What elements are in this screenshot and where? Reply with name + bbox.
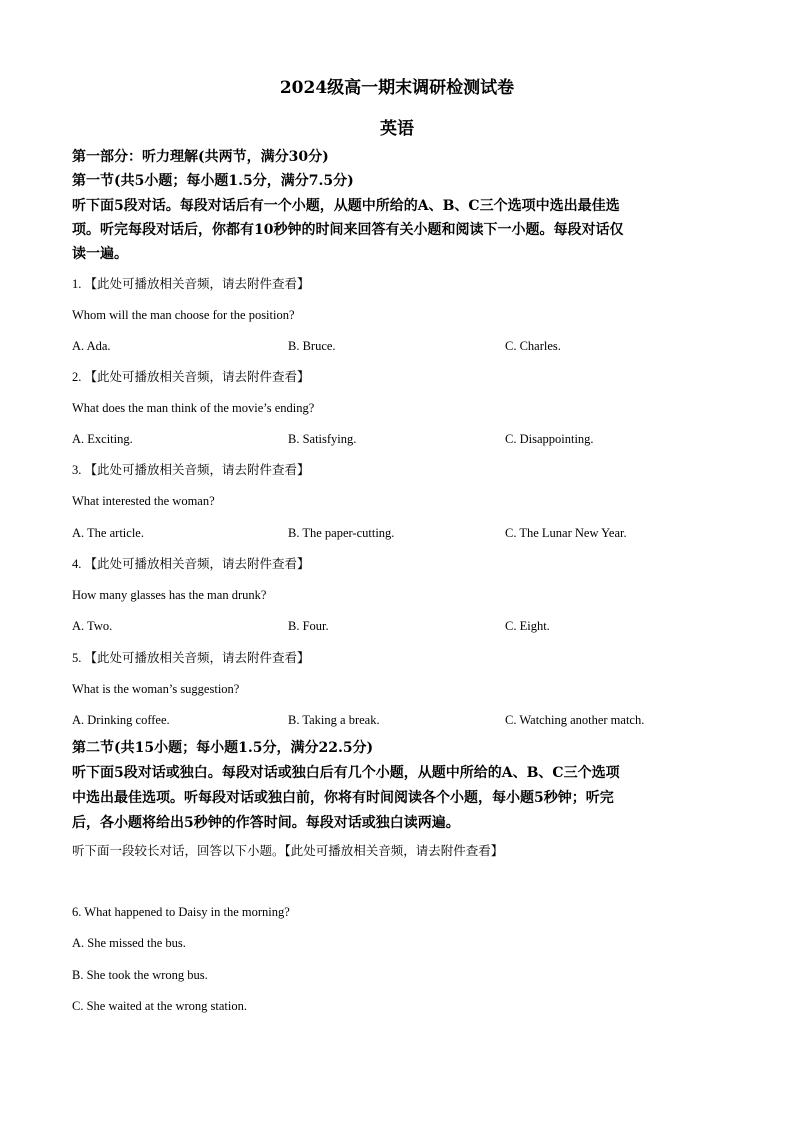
audio-placeholder: 【此处可播放相关音频，请去附件查看】 [84, 650, 310, 665]
question-number: 2. [72, 370, 82, 384]
question-3-audio-line [72, 461, 722, 479]
question-number: 5. [72, 651, 82, 665]
question-5-stem: What is the woman’s suggestion? [72, 682, 240, 696]
audio-placeholder: 【此处可播放相关音频，请去附件查看】 [84, 369, 310, 384]
question-2-option-c: C. Disappointing. [505, 432, 594, 446]
question-6-option-c: C. She waited at the wrong station. [72, 999, 247, 1013]
question-4-stem: How many glasses has the man drunk? [72, 588, 267, 602]
question-4-option-b: B. Four. [288, 619, 329, 633]
audio-placeholder: 【此处可播放相关音频，请去附件查看】 [84, 556, 310, 571]
exam-title: 2024级高一期末调研检测试卷 [279, 78, 515, 98]
question-number: 4. [72, 557, 82, 571]
section2-instructions-3: 后，各小题将给出5秒钟的作答时间。每段对话或独白读两遍。 [72, 815, 460, 831]
part1-heading: 第一部分：听力理解(共两节，满分30分) [72, 149, 329, 165]
question-5-option-a: A. Drinking coffee. [72, 713, 170, 727]
question-1-option-b: B. Bruce. [288, 339, 336, 353]
question-6-option-b: B. She took the wrong bus. [72, 968, 208, 982]
audio-placeholder: 【此处可播放相关音频，请去附件查看】 [84, 276, 310, 291]
question-1-audio-line [72, 275, 722, 293]
question-number: 1. [72, 277, 82, 291]
question-3-stem: What interested the woman? [72, 494, 215, 508]
question-1-stem: Whom will the man choose for the position? [72, 308, 295, 322]
section2-instructions-2: 中选出最佳选项。听每段对话或独白前，你将有时间阅读各个小题，每小题5秒钟；听完 [72, 790, 614, 806]
question-2-stem: What does the man think of the movie’s ending? [72, 401, 315, 415]
section2-heading: 第二节(共15小题；每小题1.5分，满分22.5分) [72, 740, 374, 756]
question-1-option-a: A. Ada. [72, 339, 111, 353]
question-2-option-a: A. Exciting. [72, 432, 133, 446]
question-4-audio-line [72, 555, 722, 573]
question-number: 3. [72, 463, 82, 477]
question-5-audio-line [72, 649, 722, 667]
question-2-option-b: B. Satisfying. [288, 432, 357, 446]
question-3-option-a: A. The article. [72, 526, 144, 540]
audio-placeholder: 【此处可播放相关音频，请去附件查看】 [84, 462, 310, 477]
question-3-option-b: B. The paper-cutting. [288, 526, 395, 540]
question-2-audio-line [72, 368, 722, 386]
question-6-option-a: A. She missed the bus. [72, 936, 186, 950]
question-4-option-c: C. Eight. [505, 619, 550, 633]
question-6-stem: 6. What happened to Daisy in the morning? [72, 905, 290, 919]
long-dialogue-note: 听下面一段较长对话，回答以下小题。【此处可播放相关音频，请去附件查看】 [72, 843, 504, 858]
subject-title: 英语 [380, 119, 414, 139]
section2-instructions-1: 听下面5段对话或独白。每段对话或独白后有几个小题，从题中所给的A、B、C三个选项 [72, 765, 620, 781]
section1-heading: 第一节(共5小题；每小题1.5分，满分7.5分) [72, 173, 354, 189]
section1-instructions-1: 听下面5段对话。每段对话后有一个小题，从题中所给的A、B、C三个选项中选出最佳选 [72, 198, 620, 214]
section1-instructions-3: 读一遍。 [72, 246, 128, 262]
question-5-option-b: B. Taking a break. [288, 713, 380, 727]
section1-instructions-2: 项。听完每段对话后，你都有10秒钟的时间来回答有关小题和阅读下一小题。每段对话仅 [72, 222, 624, 238]
question-1-option-c: C. Charles. [505, 339, 561, 353]
question-3-option-c: C. The Lunar New Year. [505, 526, 627, 540]
question-4-option-a: A. Two. [72, 619, 113, 633]
question-5-option-c: C. Watching another match. [505, 713, 645, 727]
